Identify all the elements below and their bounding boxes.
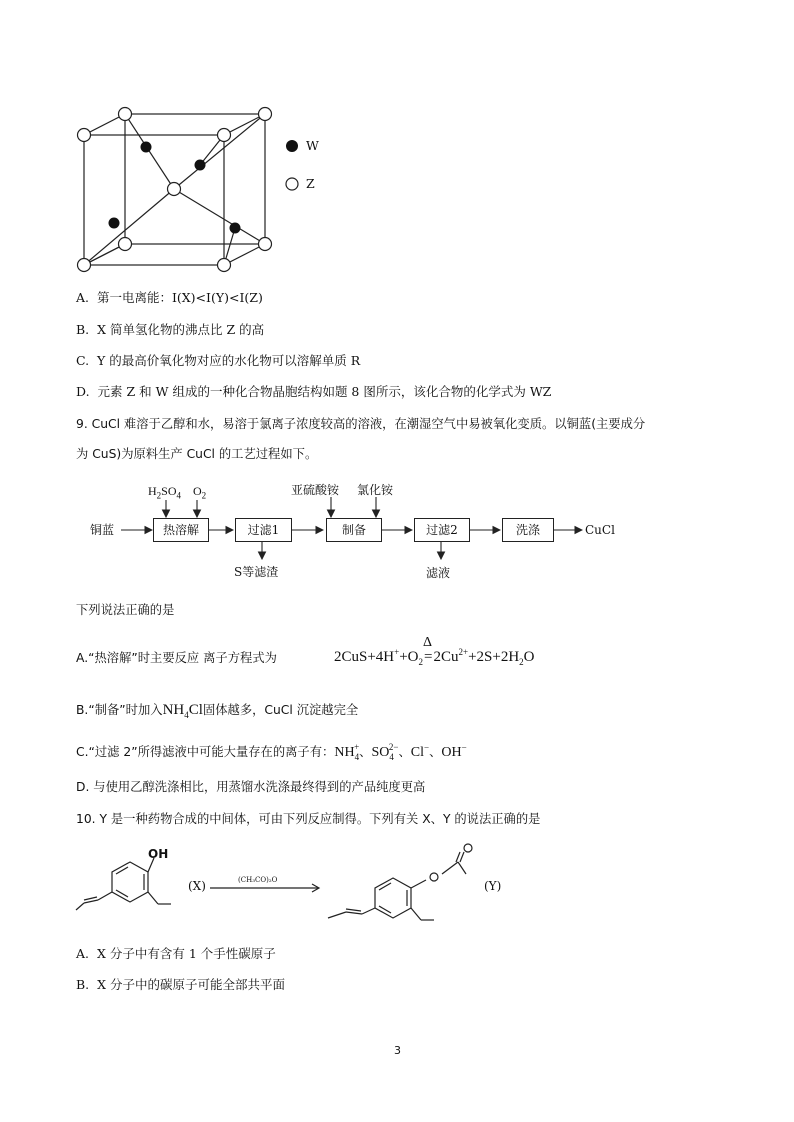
- q8-option-d: D. 元素 Z 和 W 组成的一种化合物晶胞结构如题 8 图所示，该化合物的化学式为 WZ: [76, 384, 552, 399]
- flow-reagent-o2: $O_2$: [193, 484, 207, 501]
- q9-prompt: 下列说法正确的是: [76, 603, 175, 617]
- atom-z: [119, 108, 132, 121]
- heat-delta-icon: Δ: [423, 635, 433, 650]
- atom-z: [168, 183, 181, 196]
- atom-z: [259, 108, 272, 121]
- atom-z: [78, 129, 91, 142]
- crystal-cell-figure: [70, 104, 280, 276]
- flow-step-wash: 洗涤: [502, 518, 554, 542]
- q9-option-b: B.“制备”时加入$NH_4Cl$固体越多，CuCl 沉淀越完全: [76, 702, 359, 720]
- x-hydroxyl-label: OH: [148, 847, 169, 861]
- atom-z: [119, 238, 132, 251]
- atom-w: [109, 218, 120, 229]
- reagent-label: (CH₃CO)₂O: [238, 876, 278, 884]
- flow-reagent-sulfite: 亚硫酸铵: [291, 483, 340, 497]
- q9-stem-line1: 9. CuCl 难溶于乙醇和水，易溶于氯离子浓度较高的溶液，在潮湿空气中易被氧化变质。以铜蓝(主要成分: [76, 417, 646, 431]
- atom-z: [218, 259, 231, 272]
- label-x: (X): [188, 879, 206, 893]
- filled-circle-icon: [284, 138, 300, 154]
- atom-w: [230, 223, 241, 234]
- q10-stem: 10. Y 是一种药物合成的中间体，可由下列反应制得。下列有关 X、Y 的说法正确的是: [76, 812, 541, 826]
- flow-step-filter2: 过滤2: [414, 518, 470, 542]
- flow-start: 铜蓝: [90, 523, 115, 537]
- flow-reagent-nh4cl: 氯化铵: [357, 483, 394, 497]
- atom-w: [141, 142, 152, 153]
- flow-output-residue: S等滤渣: [234, 565, 279, 579]
- q8-option-c: C. Y 的最高价氧化物对应的水化物可以溶解单质 R: [76, 353, 361, 368]
- flow-product: CuCl: [585, 523, 615, 537]
- atom-z: [78, 259, 91, 272]
- legend-z: [284, 176, 300, 196]
- atom-z: [259, 238, 272, 251]
- carbonyl-oxygen: [464, 844, 472, 852]
- page-number: 3: [394, 1044, 401, 1057]
- flow-output-filtrate: 滤液: [426, 566, 451, 580]
- atom-z: [218, 129, 231, 142]
- atom-w: [195, 160, 206, 171]
- legend-w-label: W: [306, 138, 319, 153]
- q10-option-b: B. X 分子中的碳原子可能全部共平面: [76, 977, 285, 992]
- q8-option-a: A. 第一电离能：I(X)<I(Y)<I(Z): [76, 290, 263, 305]
- q9-option-a-equation: $2CuS+4H^++O_2=$ Δ $2Cu^{2+}+2S+2H_2O$: [334, 635, 535, 667]
- q9-stem-line2: 为 CuS)为原料生产 CuCl 的工艺过程如下。: [76, 447, 318, 461]
- q8-option-b: B. X 简单氢化物的沸点比 Z 的高: [76, 322, 265, 337]
- open-circle-icon: [284, 176, 300, 192]
- q9-option-a-text: A.“热溶解”时主要反应 离子方程式为: [76, 651, 277, 665]
- flow-step-prepare: 制备: [326, 518, 382, 542]
- legend-z-label: Z: [306, 176, 315, 191]
- q9-option-d: D. 与使用乙醇洗涤相比，用蒸馏水洗涤最终得到的产品纯度更高: [76, 780, 426, 794]
- flow-step-dissolve: 热溶解: [153, 518, 209, 542]
- reaction-scheme: [70, 840, 520, 930]
- process-flow-arrows: [0, 470, 794, 590]
- ester-oxygen: [430, 873, 438, 881]
- label-y: (Y): [484, 879, 502, 893]
- q9-option-c: C.“过滤 2”所得滤液中可能大量存在的离子有：$NH_4^+$、$SO_4^{2-}$、Cl−、OH−: [76, 742, 467, 762]
- flow-step-filter1: 过滤1: [235, 518, 292, 542]
- legend-w: [284, 138, 300, 158]
- q10-option-a: A. X 分子中有含有 1 个手性碳原子: [76, 946, 276, 961]
- flow-reagent-h2so4: $H_2SO_4$: [148, 484, 182, 501]
